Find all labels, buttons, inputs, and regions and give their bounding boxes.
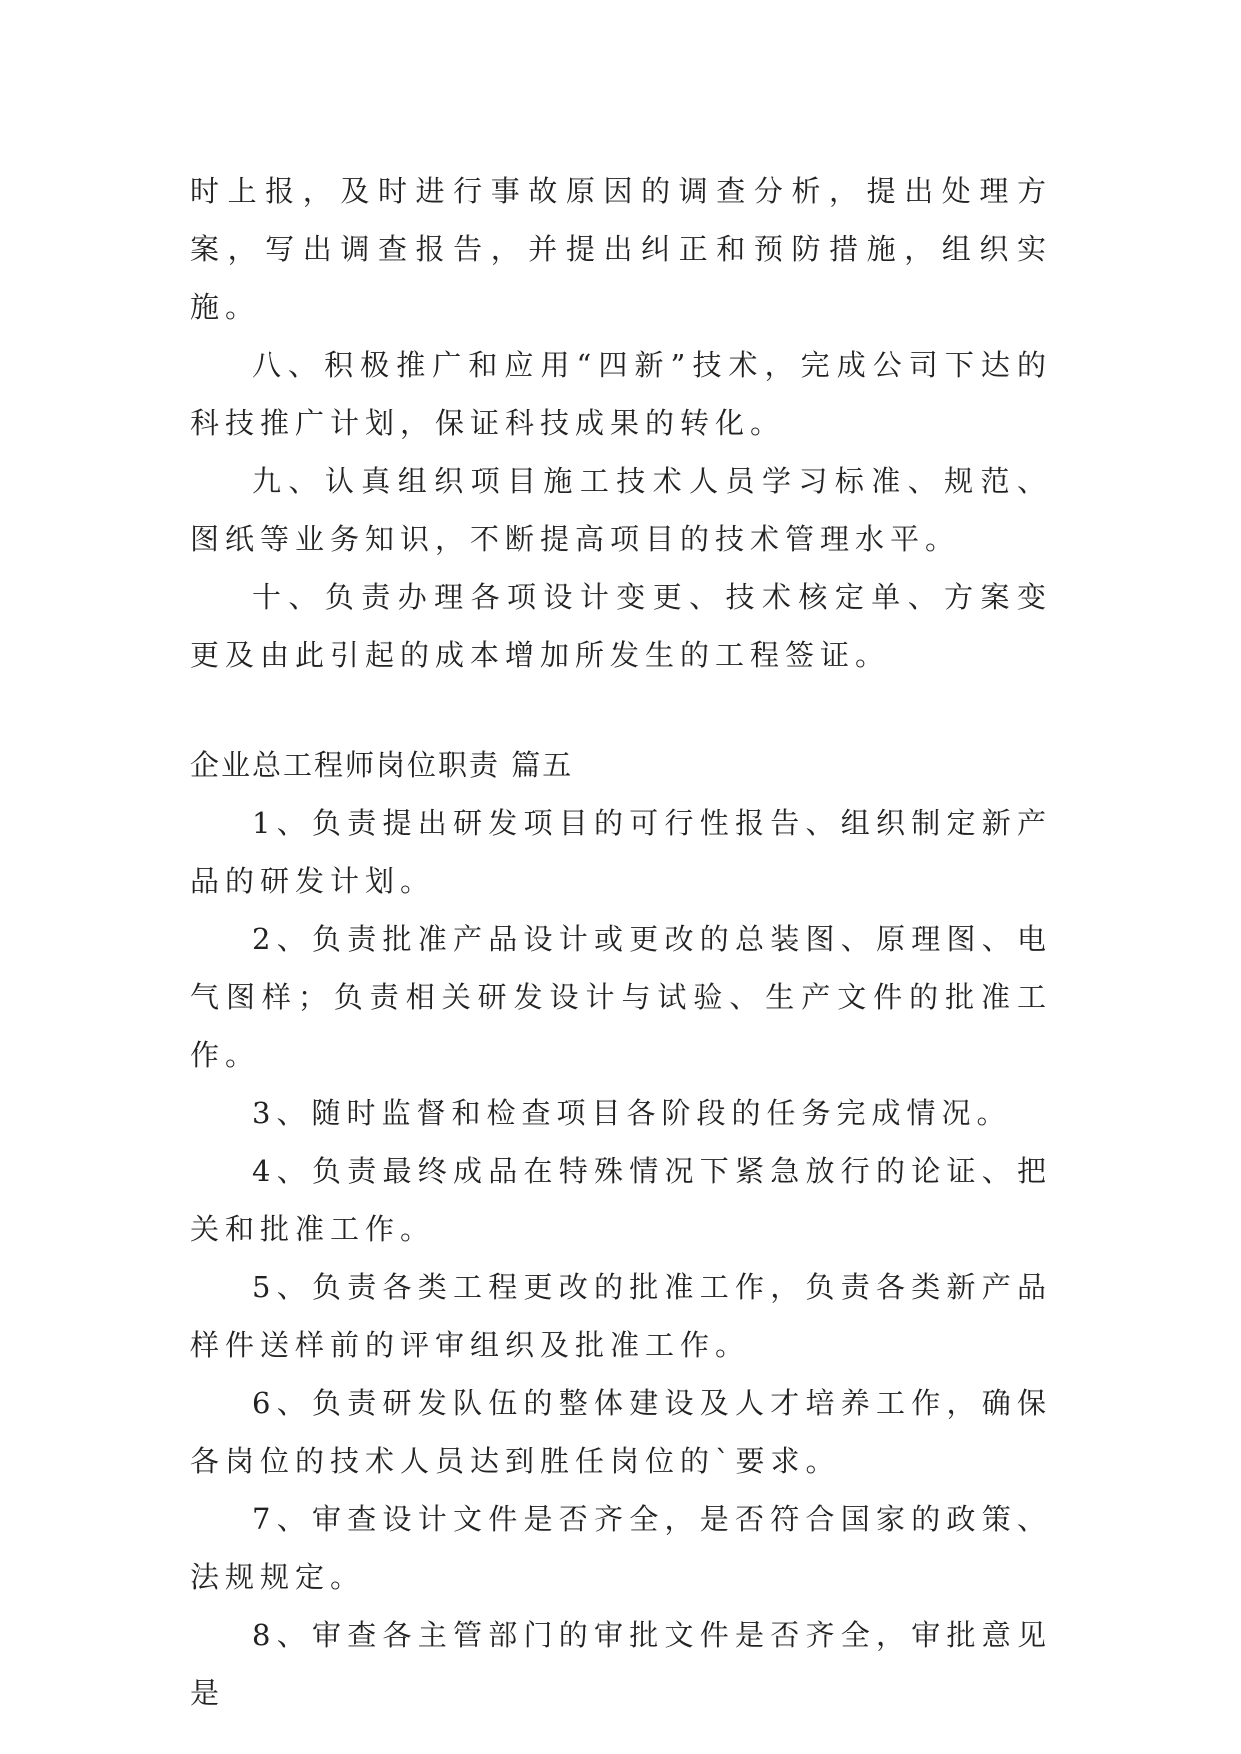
paragraph-item-10: 十、负责办理各项设计变更、技术核定单、方案变更及由此引起的成本增加所发生的工程签证。 <box>190 580 1052 672</box>
section-heading: 企业总工程师岗位职责 篇五 <box>190 748 574 782</box>
section-item-4: 4、负责最终成品在特殊情况下紧急放行的论证、把关和批准工作。 <box>190 1154 1052 1246</box>
section-item-7: 7、审查设计文件是否齐全，是否符合国家的政策、法规规定。 <box>190 1502 1052 1594</box>
section-item-2: 2、负责批准产品设计或更改的总装图、原理图、电气图样；负责相关研发设计与试验、生产文件的批准工作。 <box>190 922 1052 1072</box>
section-item-8: 8、审查各主管部门的审批文件是否齐全，审批意见是 <box>190 1618 1052 1710</box>
section-item-6: 6、负责研发队伍的整体建设及人才培养工作，确保各岗位的技术人员达到胜任岗位的`要求。 <box>190 1386 1052 1478</box>
document-body <box>190 162 1052 1722</box>
section-item-1: 1、负责提出研发项目的可行性报告、组织制定新产品的研发计划。 <box>190 806 1052 898</box>
paragraph-item-9: 九、认真组织项目施工技术人员学习标准、规范、图纸等业务知识，不断提高项目的技术管理水平。 <box>190 464 1052 556</box>
section-item-3: 3、随时监督和检查项目各阶段的任务完成情况。 <box>252 1096 1012 1130</box>
section-item-5: 5、负责各类工程更改的批准工作，负责各类新产品样件送样前的评审组织及批准工作。 <box>190 1270 1052 1362</box>
paragraph-continued: 时上报，及时进行事故原因的调查分析，提出处理方案，写出调查报告，并提出纠正和预防措施，组织实施。 <box>190 174 1052 324</box>
paragraph-item-8: 八、积极推广和应用“四新”技术，完成公司下达的科技推广计划，保证科技成果的转化。 <box>190 348 1052 440</box>
